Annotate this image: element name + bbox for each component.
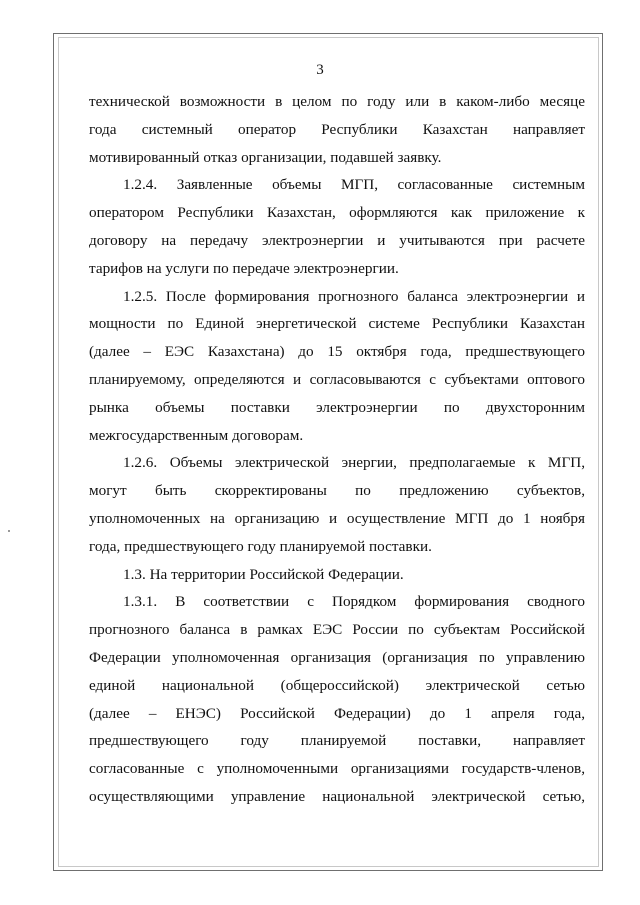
text-line: 1.3. На территории Российской Федерации. xyxy=(123,565,404,583)
text-line: тарифов на услуги по передаче электроэнергии. xyxy=(89,259,399,277)
text-line: осуществляющими управление национальной электрической сетью, xyxy=(89,787,585,805)
text-line: предшествующего году планируемой поставки, направляет xyxy=(89,732,585,750)
text-line: 1.2.4. Заявленные объемы МГП, согласованные системным xyxy=(123,176,585,194)
text-line: Федерации уполномоченная организация (организация по управлению xyxy=(89,648,585,666)
document-body xyxy=(89,88,585,811)
scan-speck xyxy=(8,530,10,532)
page-number: 3 xyxy=(316,62,324,78)
text-line: рынка объемы поставки электроэнергии по двухсторонним xyxy=(89,398,585,416)
text-line: года, предшествующего году планируемой поставки. xyxy=(89,537,432,555)
text-line: технической возможности в целом по году или в каком-либо месяце xyxy=(89,93,585,110)
text-line: могут быть скорректированы по предложению субъектов, xyxy=(89,482,585,500)
text-line: планируемому, определяются и согласовываются с субъектами оптового xyxy=(89,370,585,388)
text-line: мотивированный отказ организации, подавшей заявку. xyxy=(89,148,442,166)
text-line: согласованные с уполномоченными организациями государств-членов, xyxy=(89,760,585,778)
text-line: 1.3.1. В соответствии с Порядком формирования сводного xyxy=(123,593,585,611)
text-line: межгосударственным договорам. xyxy=(89,426,304,444)
text-line: года системный оператор Республики Казахстан направляет xyxy=(89,120,585,138)
text-line: договору на передачу электроэнергии и учитываются при расчете xyxy=(89,231,585,249)
text-line: оператором Республики Казахстан, оформляются как приложение к xyxy=(89,204,585,222)
text-line: мощности по Единой энергетической системе Республики Казахстан xyxy=(89,315,585,333)
text-line: 1.2.6. Объемы электрической энергии, предполагаемые к МГП, xyxy=(123,454,585,472)
text-line: прогнозного баланса в рамках ЕЭС России по субъектам Российской xyxy=(89,621,585,639)
text-line: (далее – ЕНЭС) Российской Федерации) до 1 апреля года, xyxy=(89,704,585,722)
text-line: 1.2.5. После формирования прогнозного баланса электроэнергии и xyxy=(123,287,585,305)
text-line: уполномоченных на организацию и осуществление МГП до 1 ноября xyxy=(89,509,585,527)
text-line: (далее – ЕЭС Казахстана) до 15 октября года, предшествующего xyxy=(89,343,585,361)
text-line: единой национальной (общероссийской) электрической сетью xyxy=(89,676,585,694)
